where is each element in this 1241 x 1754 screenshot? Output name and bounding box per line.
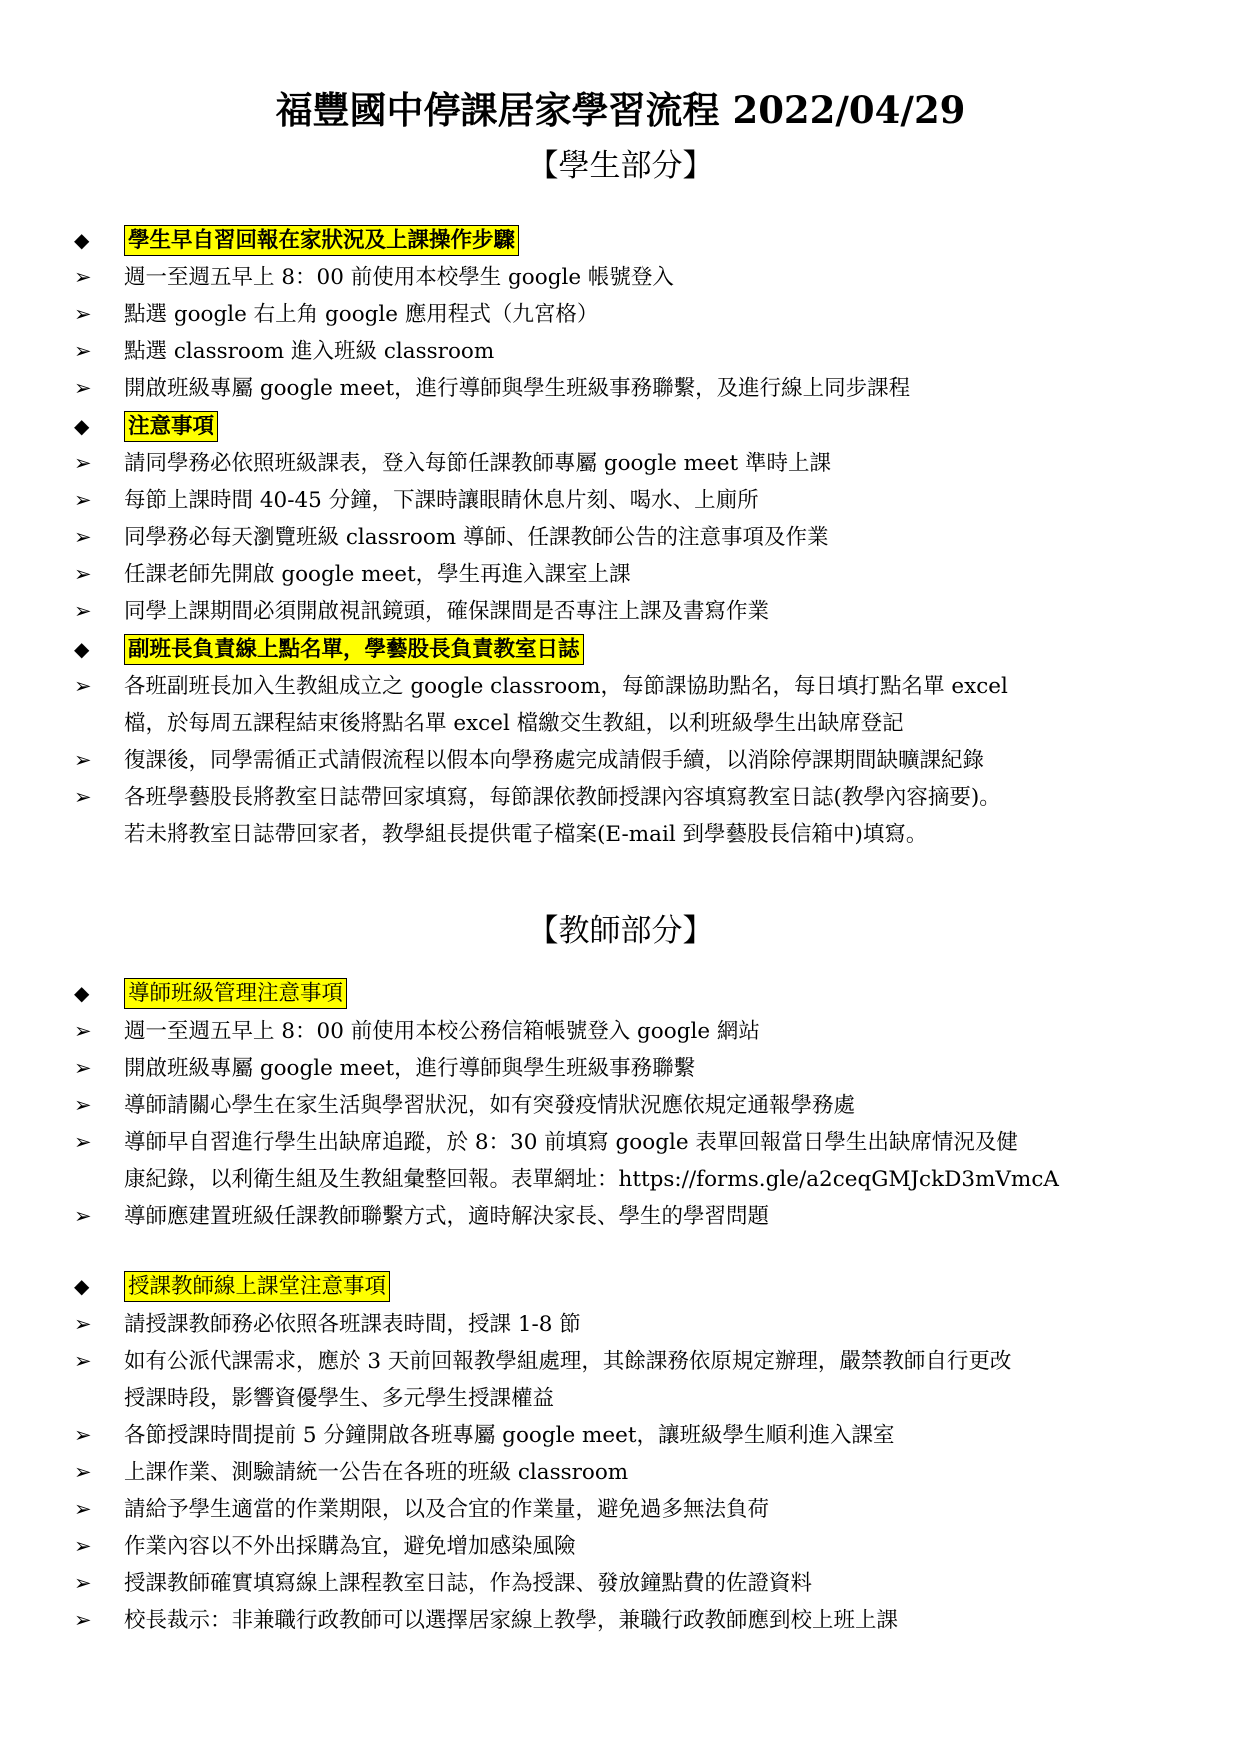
arrow-bullet-icon: ➢ <box>74 1497 92 1521</box>
list-item-text: 同學上課期間必須開啟視訊鏡頭，確保課間是否專注上課及書寫作業 <box>124 599 770 624</box>
list-item-text: 每節上課時間 40-45 分鐘，下課時讓眼睛休息片刻、喝水、上廁所 <box>124 488 759 513</box>
list-item <box>74 779 1184 816</box>
arrow-bullet-icon: ➢ <box>74 785 92 809</box>
highlighted-subheading: 導師班級管理注意事項 <box>124 978 347 1009</box>
list-item-text: 點選 google 右上角 google 應用程式（九宮格） <box>124 302 599 327</box>
teacher-section-heading: 【教師部分】 <box>527 913 714 949</box>
diamond-bullet-icon: ◆ <box>74 414 90 438</box>
list-item <box>74 1343 1184 1380</box>
arrow-bullet-icon: ➢ <box>74 562 92 586</box>
diamond-bullet-icon: ◆ <box>74 228 90 252</box>
list-item-continuation <box>74 1380 1184 1417</box>
list-item <box>74 1528 1184 1565</box>
list-item <box>74 1124 1184 1161</box>
list-item <box>74 556 1184 593</box>
list-item-text: 授課教師確實填寫線上課程教室日誌，作為授課、發放鐘點費的佐證資料 <box>124 1571 813 1596</box>
student-section-heading: 【學生部分】 <box>527 148 714 184</box>
list-item <box>74 742 1184 779</box>
list-item-text: 各班學藝股長將教室日誌帶回家填寫，每節課依教師授課內容填寫教室日誌(教學內容摘要)。 <box>124 785 1001 810</box>
diamond-bullet-icon: ◆ <box>74 981 90 1005</box>
arrow-bullet-icon: ➢ <box>74 376 92 400</box>
list-item <box>74 1454 1184 1491</box>
arrow-bullet-icon: ➢ <box>74 674 92 698</box>
arrow-bullet-icon: ➢ <box>74 525 92 549</box>
list-item-text: 同學務必每天瀏覽班級 classroom 導師、任課教師公告的注意事項及作業 <box>124 525 829 550</box>
list-item-text: 導師早自習進行學生出缺席追蹤，於 8：30 前填寫 google 表單回報當日學生出缺席情況及健 <box>124 1130 1018 1155</box>
list-item-text: 作業內容以不外出採購為宜，避免增加感染風險 <box>124 1534 576 1559</box>
list-item <box>74 1087 1184 1124</box>
list-item-text: 校長裁示：非兼職行政教師可以選擇居家線上教學，兼職行政教師應到校上班上課 <box>124 1608 899 1633</box>
arrow-bullet-icon: ➢ <box>74 339 92 363</box>
highlighted-subheading: 學生早自習回報在家狀況及上課操作步驟 <box>124 225 519 256</box>
student-heading-2 <box>74 408 1184 445</box>
arrow-bullet-icon: ➢ <box>74 748 92 772</box>
list-item-continuation <box>74 705 1184 742</box>
list-item-text: 各班副班長加入生教組成立之 google classroom，每節課協助點名，每日填打點名單 excel <box>124 674 1008 699</box>
arrow-bullet-icon: ➢ <box>74 1130 92 1154</box>
highlighted-subheading: 授課教師線上課堂注意事項 <box>124 1271 390 1302</box>
list-item-text: 檔，於每周五課程結束後將點名單 excel 檔繳交生教組，以利班級學生出缺席登記 <box>124 711 904 736</box>
arrow-bullet-icon: ➢ <box>74 1349 92 1373</box>
arrow-bullet-icon: ➢ <box>74 1608 92 1632</box>
arrow-bullet-icon: ➢ <box>74 1571 92 1595</box>
arrow-bullet-icon: ➢ <box>74 1204 92 1228</box>
list-item-text: 如有公派代課需求，應於 3 天前回報教學組處理，其餘課務依原規定辦理，嚴禁教師自行更改 <box>124 1349 1012 1374</box>
list-item <box>74 1198 1184 1235</box>
list-item-text: 若未將教室日誌帶回家者，教學組長提供電子檔案(E-mail 到學藝股長信箱中)填寫。 <box>124 822 928 847</box>
list-item-text: 任課老師先開啟 google meet，學生再進入課室上課 <box>124 562 631 587</box>
list-item-text: 週一至週五早上 8：00 前使用本校公務信箱帳號登入 google 網站 <box>124 1019 760 1044</box>
list-item-continuation <box>74 816 1184 853</box>
list-item <box>74 370 1184 407</box>
list-item <box>74 1050 1184 1087</box>
list-item <box>74 259 1184 296</box>
list-item <box>74 333 1184 370</box>
list-item <box>74 1491 1184 1528</box>
list-item-text: 請授課教師務必依照各班課表時間，授課 1-8 節 <box>124 1312 581 1337</box>
arrow-bullet-icon: ➢ <box>74 1423 92 1447</box>
highlighted-subheading: 注意事項 <box>124 411 218 442</box>
diamond-bullet-icon: ◆ <box>74 1274 90 1298</box>
list-item <box>74 1602 1184 1639</box>
list-item <box>74 445 1184 482</box>
arrow-bullet-icon: ➢ <box>74 599 92 623</box>
form-url-text: 康紀錄，以利衛生組及生教組彙整回報。表單網址：https://forms.gle/a2ceqGMJckD3mVmcA <box>124 1167 1059 1192</box>
student-heading-1 <box>74 222 1184 259</box>
list-item-text: 復課後，同學需循正式請假流程以假本向學務處完成請假手續，以消除停課期間缺曠課紀錄 <box>124 748 985 773</box>
list-item <box>74 1565 1184 1602</box>
list-item <box>74 593 1184 630</box>
teacher-heading-2 <box>74 1268 1184 1305</box>
arrow-bullet-icon: ➢ <box>74 1312 92 1336</box>
list-item <box>74 296 1184 333</box>
list-item <box>74 1417 1184 1454</box>
list-item-text: 開啟班級專屬 google meet，進行導師與學生班級事務聯繫，及進行線上同步課程 <box>124 376 911 401</box>
list-item <box>74 668 1184 705</box>
list-item-text: 請給予學生適當的作業期限，以及合宜的作業量，避免過多無法負荷 <box>124 1497 770 1522</box>
list-item <box>74 482 1184 519</box>
list-item-text: 各節授課時間提前 5 分鐘開啟各班專屬 google meet，讓班級學生順利進入課室 <box>124 1423 895 1448</box>
list-item-text: 週一至週五早上 8：00 前使用本校學生 google 帳號登入 <box>124 265 674 290</box>
list-item-text: 請同學務必依照班級課表，登入每節任課教師專屬 google meet 準時上課 <box>124 451 831 476</box>
list-item-text: 導師請關心學生在家生活與學習狀況，如有突發疫情狀況應依規定通報學務處 <box>124 1093 856 1118</box>
arrow-bullet-icon: ➢ <box>74 1056 92 1080</box>
student-heading-3 <box>74 631 1184 668</box>
highlighted-subheading: 副班長負責線上點名單，學藝股長負責教室日誌 <box>124 634 584 665</box>
arrow-bullet-icon: ➢ <box>74 302 92 326</box>
arrow-bullet-icon: ➢ <box>74 1460 92 1484</box>
arrow-bullet-icon: ➢ <box>74 265 92 289</box>
list-item <box>74 519 1184 556</box>
list-item <box>74 1013 1184 1050</box>
arrow-bullet-icon: ➢ <box>74 1093 92 1117</box>
list-item-text: 授課時段，影響資優學生、多元學生授課權益 <box>124 1386 555 1411</box>
list-item-text: 開啟班級專屬 google meet，進行導師與學生班級事務聯繫 <box>124 1056 696 1081</box>
diamond-bullet-icon: ◆ <box>74 637 90 661</box>
list-item-text: 點選 classroom 進入班級 classroom <box>124 339 495 364</box>
list-item <box>74 1306 1184 1343</box>
arrow-bullet-icon: ➢ <box>74 1019 92 1043</box>
teacher-heading-1 <box>74 975 1184 1012</box>
arrow-bullet-icon: ➢ <box>74 1534 92 1558</box>
document-title: 福豐國中停課居家學習流程 2022/04/29 <box>275 88 966 132</box>
list-item-text: 導師應建置班級任課教師聯繫方式，適時解決家長、學生的學習問題 <box>124 1204 770 1229</box>
list-item-text: 上課作業、測驗請統一公告在各班的班級 classroom <box>124 1460 629 1485</box>
list-item-continuation <box>74 1161 1184 1198</box>
arrow-bullet-icon: ➢ <box>74 451 92 475</box>
arrow-bullet-icon: ➢ <box>74 488 92 512</box>
